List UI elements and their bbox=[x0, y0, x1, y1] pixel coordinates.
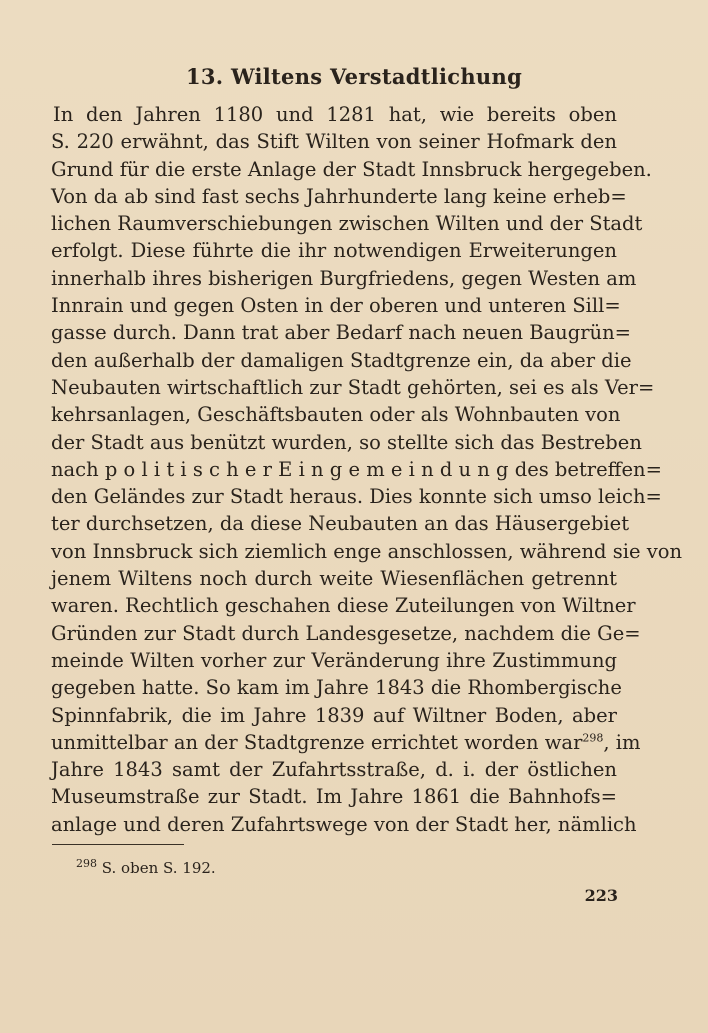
text-line: innerhalb ihres bisherigen Burgfriedens, gegen Westen am bbox=[51, 266, 637, 290]
text-line: den Geländes zur Stadt heraus. Dies konnte sich umso leich= bbox=[51, 485, 662, 509]
body-text bbox=[51, 101, 683, 838]
footnote-reference: 298 bbox=[582, 731, 604, 745]
text-line: Spinnfabrik, die im Jahre 1839 auf Wiltner Boden, aber bbox=[51, 703, 617, 727]
text-line: lichen Raumverschiebungen zwischen Wilten und der Stadt bbox=[51, 212, 643, 236]
text-line: Neubauten wirtschaftlich zur Stadt gehörten, sei es als Ver= bbox=[51, 375, 655, 399]
text-line: waren. Rechtlich geschahen diese Zuteilungen von Wiltner bbox=[51, 594, 636, 618]
text-line: meinde Wilten vorher zur Veränderung ihre Zustimmung bbox=[51, 648, 617, 672]
text-line: jenem Wiltens noch durch weite Wiesenflächen getrennt bbox=[51, 567, 617, 591]
footnote-marker: 298 bbox=[76, 857, 97, 870]
text-line: nach p o l i t i s c h e r E i n g e m e i n d u n g des betreffen= bbox=[51, 457, 662, 481]
line-text-tail: , im bbox=[603, 730, 641, 754]
line-text: unmittelbar an der Stadtgrenze errichtet worden war bbox=[51, 730, 583, 754]
footnote bbox=[76, 859, 216, 877]
text-line-with-footnote-ref bbox=[51, 729, 641, 756]
text-line: Von da ab sind fast sechs Jahrhunderte lang keine erheb= bbox=[51, 184, 627, 208]
text-line: Grund für die erste Anlage der Stadt Innsbruck hergegeben. bbox=[51, 157, 652, 181]
footnote-divider bbox=[52, 844, 184, 845]
text-line: den außerhalb der damaligen Stadtgrenze ein, da aber die bbox=[51, 348, 632, 372]
text-line: anlage und deren Zufahrtswege von der Stadt her, nämlich bbox=[51, 812, 637, 836]
text-line: erfolgt. Diese führte die ihr notwendigen Erweiterungen bbox=[51, 239, 617, 263]
text-line: Museumstraße zur Stadt. Im Jahre 1861 die Bahnhofs= bbox=[51, 785, 617, 809]
text-line: gegeben hatte. So kam im Jahre 1843 die Rhombergische bbox=[51, 676, 622, 700]
page-number: 223 bbox=[584, 886, 618, 905]
text-line: kehrsanlagen, Geschäftsbauten oder als Wohnbauten von bbox=[51, 403, 621, 427]
text-line: Jahre 1843 samt der Zufahrtsstraße, d. i. der östlichen bbox=[51, 758, 617, 782]
text-line: ter durchsetzen, da diese Neubauten an das Häusergebiet bbox=[51, 512, 630, 536]
text-line: S. 220 erwähnt, das Stift Wilten von seiner Hofmark den bbox=[51, 130, 617, 154]
footnote-text: S. oben S. 192. bbox=[101, 859, 216, 877]
section-heading: 13. Wiltens Verstadtlichung bbox=[185, 64, 523, 89]
text-line: Innrain und gegen Osten in der oberen und unteren Sill= bbox=[51, 294, 621, 318]
text-line: Gründen zur Stadt durch Landesgesetze, nachdem die Ge= bbox=[51, 621, 641, 645]
text-line: der Stadt aus benützt wurden, so stellte sich das Bestreben bbox=[51, 430, 642, 454]
text-line: gasse durch. Dann trat aber Bedarf nach neuen Baugrün= bbox=[51, 321, 631, 345]
text-line: In den Jahren 1180 und 1281 hat, wie bereits oben bbox=[53, 103, 617, 126]
text-line: von Innsbruck sich ziemlich enge anschlossen, während sie von bbox=[51, 539, 683, 563]
